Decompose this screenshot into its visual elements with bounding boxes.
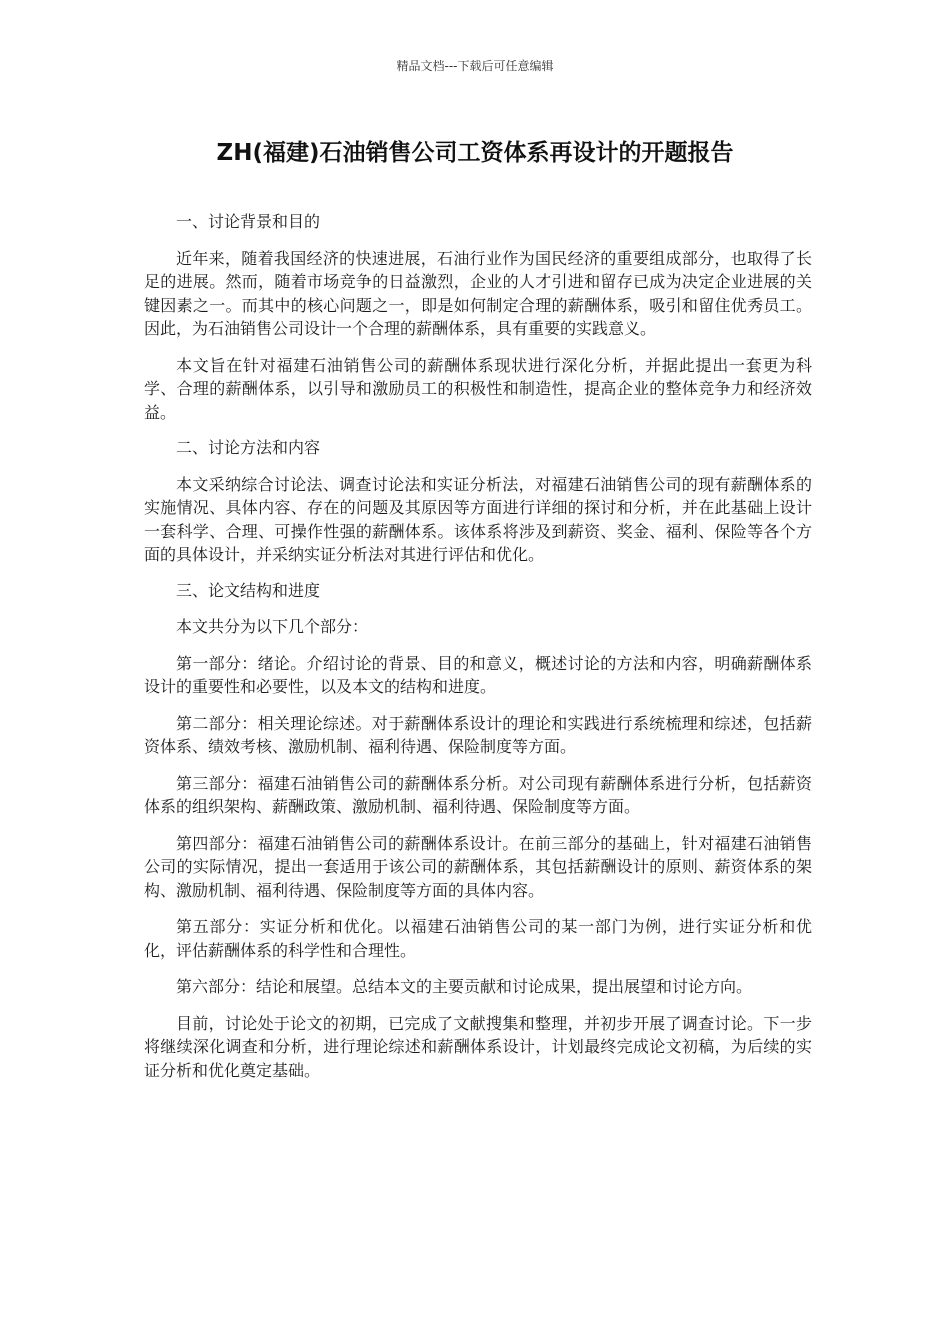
paragraph-part-2: 第二部分：相关理论综述。对于薪酬体系设计的理论和实践进行系统梳理和综述，包括薪资体系、绩效考核、激励机制、福利待遇、保险制度等方面。 [144, 713, 812, 756]
paragraph-part-5: 第五部分：实证分析和优化。以福建石油销售公司的某一部门为例，进行实证分析和优化，评估薪酬体系的科学性和合理性。 [144, 917, 812, 960]
section-heading-structure: 三、论文结构和进度 [176, 580, 321, 600]
paragraph-background-1: 近年来，随着我国经济的快速进展，石油行业作为国民经济的重要组成部分，也取得了长足的进展。然而，随着市场竞争的日益激烈，企业的人才引进和留存已成为决定企业进展的关键因素之一。而其中的核心问题之一，即是如何制定合理的薪酬体系，吸引和留住优秀员工。因此，为石油销售公司设计一个合理的薪酬体系，具有重要的实践意义。 [144, 248, 812, 338]
paragraph-methods: 本文采纳综合讨论法、调查讨论法和实证分析法，对福建石油销售公司的现有薪酬体系的实施情况、具体内容、存在的问题及其原因等方面进行详细的探讨和分析，并在此基础上设计一套科学、合理、可操作性强的薪酬体系。该体系将涉及到薪资、奖金、福利、保险等各个方面的具体设计，并采纳实证分析法对其进行评估和优化。 [144, 474, 812, 564]
paragraph-part-3: 第三部分：福建石油销售公司的薪酬体系分析。对公司现有薪酬体系进行分析，包括薪资体系的组织架构、薪酬政策、激励机制、福利待遇、保险制度等方面。 [144, 773, 812, 816]
paragraph-background-2: 本文旨在针对福建石油销售公司的薪酬体系现状进行深化分析，并据此提出一套更为科学、合理的薪酬体系，以引导和激励员工的积极性和制造性，提高企业的整体竞争力和经济效益。 [144, 355, 812, 422]
section-heading-background: 一、讨论背景和目的 [176, 212, 321, 231]
document-title: ZH(福建)石油销售公司工资体系再设计的开题报告 [216, 140, 734, 166]
page-header-note: 精品文档---下载后可任意编辑 [396, 59, 554, 73]
document-body [144, 210, 812, 1082]
paragraph-part-6: 第六部分：结论和展望。总结本文的主要贡献和讨论成果，提出展望和讨论方向。 [176, 977, 753, 996]
paragraph-part-4: 第四部分：福建石油销售公司的薪酬体系设计。在前三部分的基础上，针对福建石油销售公司的实际情况，提出一套适用于该公司的薪酬体系，其包括薪酬设计的原则、薪资体系的架构、激励机制、福利待遇、保险制度等方面的具体内容。 [144, 833, 812, 900]
paragraph-part-1: 第一部分：绪论。介绍讨论的背景、目的和意义，概述讨论的方法和内容，明确薪酬体系设计的重要性和必要性，以及本文的结构和进度。 [144, 653, 812, 696]
paragraph-progress: 目前，讨论处于论文的初期，已完成了文献搜集和整理，并初步开展了调查讨论。下一步将继续深化调查和分析，进行理论综述和薪酬体系设计，计划最终完成论文初稿，为后续的实证分析和优化奠定基础。 [144, 1013, 812, 1080]
section-heading-methods: 二、讨论方法和内容 [176, 438, 321, 457]
paragraph-structure-intro: 本文共分为以下几个部分： [176, 617, 369, 636]
